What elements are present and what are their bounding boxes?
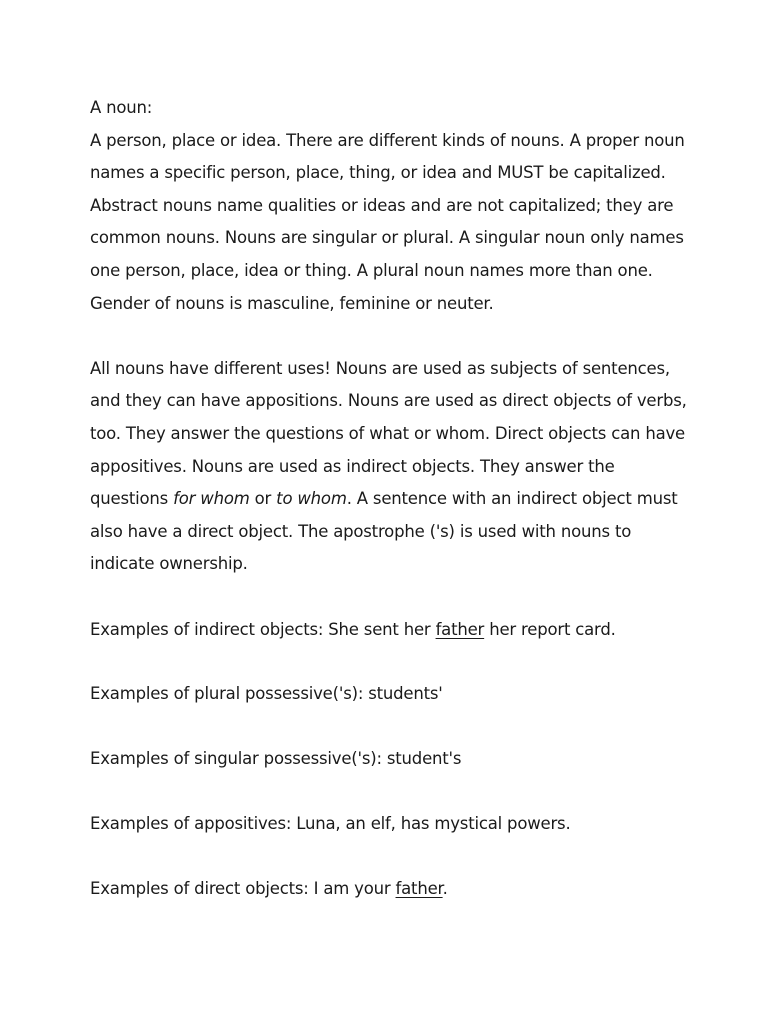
example-indirect-objects bbox=[90, 614, 690, 647]
underlined-father: father bbox=[395, 879, 443, 899]
paragraph-noun-uses-text-2: or bbox=[249, 489, 277, 509]
example-direct-text-1: Examples of direct objects: I am your bbox=[90, 879, 396, 899]
paragraph-noun-uses-text-1: All nouns have different uses! Nouns are used as subjects of sentences, and they can have appositions. Nouns are used as direct objects of verbs, too. They answer the questions of what or whom. Direct objects can have appositives. Nouns are used as indirect objects. They answer the questions bbox=[90, 358, 687, 509]
spacer bbox=[90, 646, 690, 678]
paragraph-noun-definition: A person, place or idea. There are different kinds of nouns. A proper noun names a specific person, place, thing, or idea and MUST be capitalized. Abstract nouns name qualities or ideas and are not capitalized; they are common nouns. Nouns are singular or plural. A singular noun only names one person, place, idea or thing. A plural noun names more than one. Gender of nouns is masculine, feminine or neuter. bbox=[90, 130, 685, 313]
italic-to-whom: to whom bbox=[276, 489, 347, 509]
example-appositives: Examples of appositives: Luna, an elf, has mystical powers. bbox=[90, 814, 571, 834]
example-singular-possessive: Examples of singular possessive('s): student's bbox=[90, 749, 462, 769]
spacer bbox=[90, 711, 690, 743]
example-direct-objects bbox=[90, 873, 690, 906]
document-body bbox=[90, 92, 690, 906]
underlined-father: father bbox=[435, 619, 485, 639]
spacer bbox=[90, 320, 690, 353]
example-indirect-text-2: her report card. bbox=[484, 619, 616, 639]
paragraph-noun-uses-text-3: . A sentence with an indirect object must also have a direct object. The apostrophe ('s) is used with nouns to indicate ownership. bbox=[90, 489, 678, 574]
heading: A noun: bbox=[90, 98, 153, 117]
spacer bbox=[90, 776, 690, 808]
example-direct-text-2: . bbox=[442, 879, 448, 899]
spacer bbox=[90, 841, 690, 873]
example-plural-possessive: Examples of plural possessive('s): students' bbox=[90, 684, 443, 704]
italic-for-whom: for whom bbox=[173, 489, 250, 509]
example-indirect-text-1: Examples of indirect objects: She sent her bbox=[90, 619, 436, 639]
spacer bbox=[90, 581, 690, 614]
paragraph-noun-uses bbox=[90, 353, 690, 581]
